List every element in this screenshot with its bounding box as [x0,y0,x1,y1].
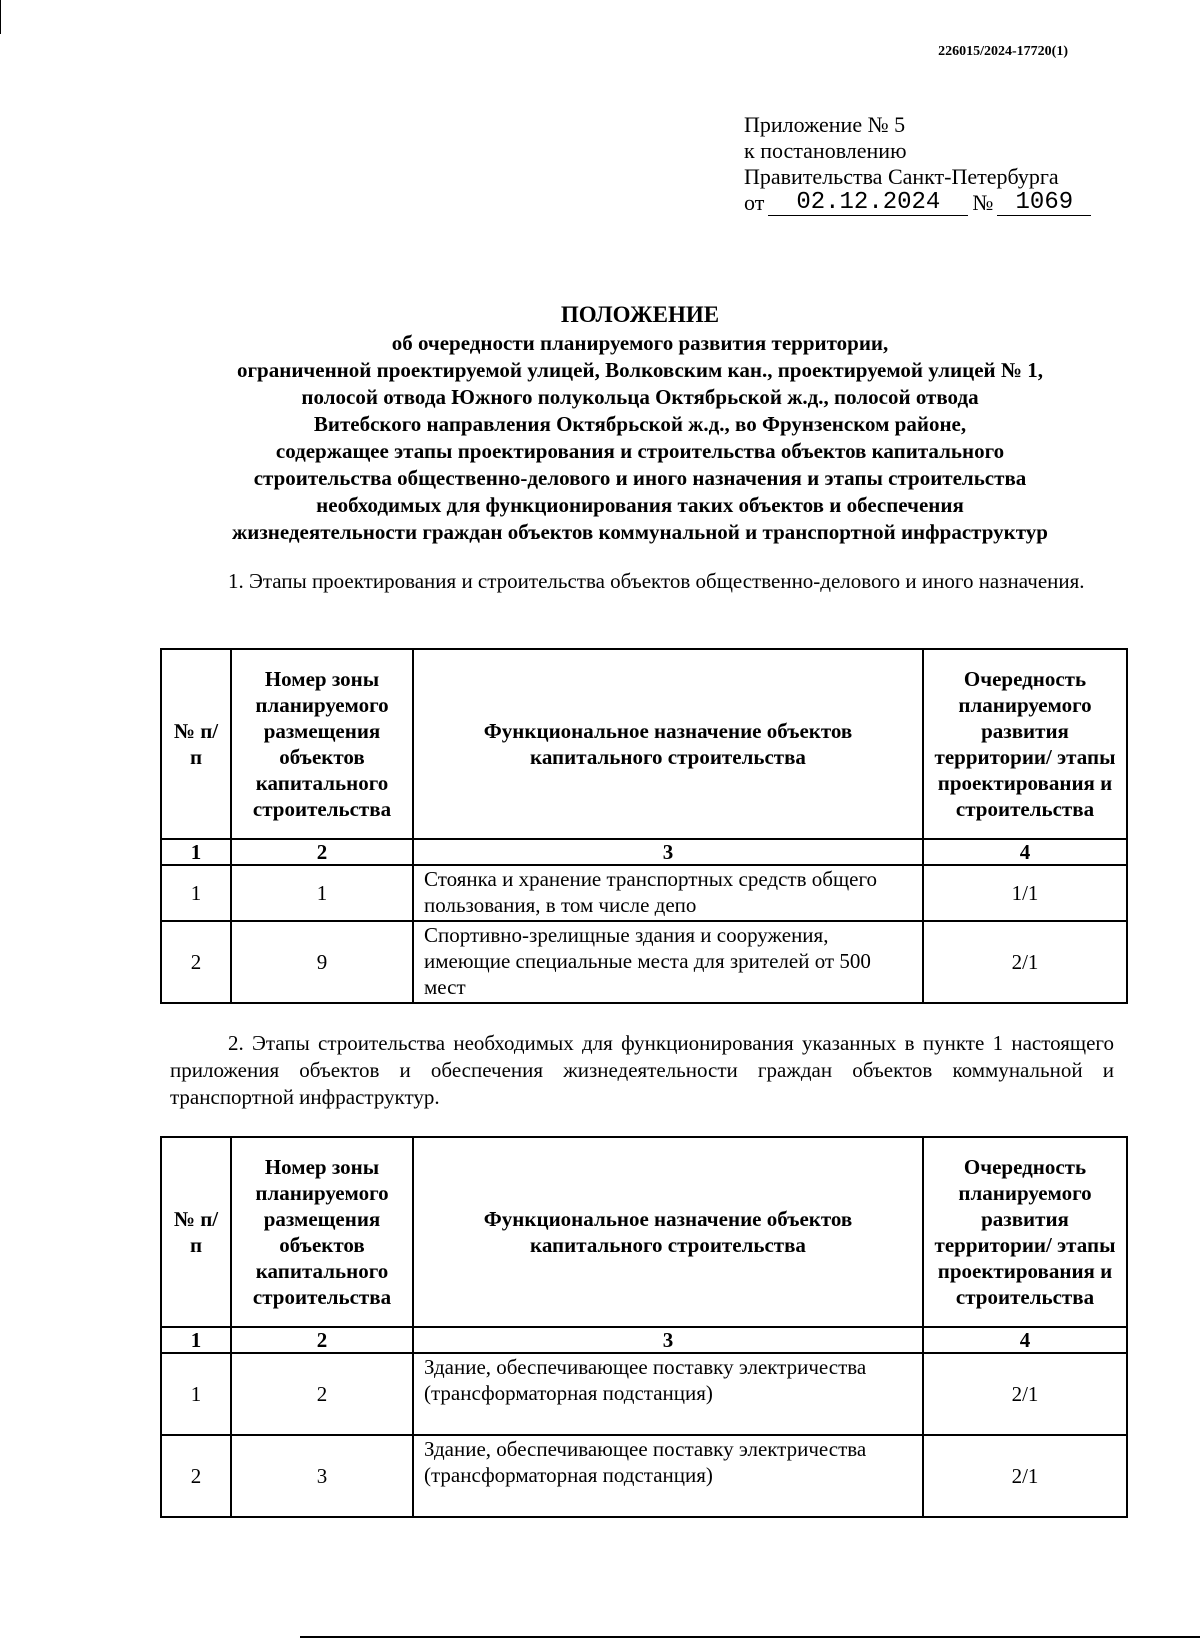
header-stage: Очередность планируемого развития территории/ этапы проектирования и строительства [923,649,1127,839]
column-number: 4 [923,839,1127,865]
appendix-stamp [744,112,1091,216]
header-purpose: Функциональное назначение объектов капитального строительства [413,649,923,839]
row-zone: 2 [231,1353,413,1435]
row-stage: 1/1 [923,865,1127,921]
table-business-objects [160,648,1128,1004]
footer-rule [300,1636,1200,1638]
appendix-line-2: к постановлению [744,138,907,163]
table-row [161,865,1127,921]
column-number: 2 [231,839,413,865]
header-zone: Номер зоны планируемого размещения объектов капитального строительства [231,1137,413,1327]
row-zone: 3 [231,1435,413,1517]
row-number: 1 [161,1353,231,1435]
row-zone: 1 [231,865,413,921]
decree-number: 1069 [997,191,1091,216]
table-header-row [161,1137,1127,1327]
section-2-text: 2. Этапы строительства необходимых для функционирования указанных в пункте 1 настоящего приложения объектов и обеспечения жизнедеятельности граждан объектов коммунальной и транспортной инфраструктур. [170,1031,1114,1109]
row-number: 2 [161,921,231,1003]
title-line: об очередности планируемого развития территории, [391,331,889,355]
decree-date: 02.12.2024 [768,191,968,216]
row-purpose: Стоянка и хранение транспортных средств общего пользования, в том числе депо [413,865,923,921]
row-stage: 2/1 [923,921,1127,1003]
from-label: от [744,190,765,215]
title-line: Витебского направления Октябрьской ж.д., во Фрунзенском районе, [313,412,967,436]
title-line: строительства общественно-делового и иного назначения и этапы строительства [253,466,1027,490]
appendix-line-3: Правительства Санкт-Петербурга [744,164,1059,189]
column-number: 3 [413,1327,923,1353]
number-label: № [972,190,994,215]
row-purpose: Спортивно-зрелищные здания и сооружения, имеющие специальные места для зрителей от 500 мест [413,921,923,1003]
header-number: № п/п [161,649,231,839]
row-purpose: Здание, обеспечивающее поставку электричества (трансформаторная подстанция) [413,1435,923,1517]
column-number-row [161,1327,1127,1353]
document-title [160,300,1120,546]
column-number: 2 [231,1327,413,1353]
appendix-date-line [744,190,1091,216]
row-stage: 2/1 [923,1353,1127,1435]
title-line: полосой отвода Южного полукольца Октябрьской ж.д., полосой отвода [301,385,979,409]
title-main: ПОЛОЖЕНИЕ [560,302,720,327]
column-number: 3 [413,839,923,865]
registration-number: 226015/2024-17720(1) [938,44,1068,59]
row-zone: 9 [231,921,413,1003]
header-zone: Номер зоны планируемого размещения объектов капитального строительства [231,649,413,839]
row-stage: 2/1 [923,1435,1127,1517]
column-number: 1 [161,839,231,865]
table-header-row [161,649,1127,839]
header-number: № п/п [161,1137,231,1327]
column-number-row [161,839,1127,865]
table-infrastructure-objects [160,1136,1128,1518]
row-number: 2 [161,1435,231,1517]
title-line: ограниченной проектируемой улицей, Волковским кан., проектируемой улицей № 1, [237,358,1043,382]
title-line: жизнедеятельности граждан объектов коммунальной и транспортной инфраструктур [232,520,1048,544]
column-number: 1 [161,1327,231,1353]
row-number: 1 [161,865,231,921]
title-line: содержащее этапы проектирования и строительства объектов капитального [275,439,1005,463]
scan-edge-mark [0,0,1,34]
title-line: необходимых для функционирования таких объектов и обеспечения [316,493,964,517]
table-row [161,1353,1127,1435]
row-purpose: Здание, обеспечивающее поставку электричества (трансформаторная подстанция) [413,1353,923,1435]
header-purpose: Функциональное назначение объектов капитального строительства [413,1137,923,1327]
section-1-text: 1. Этапы проектирования и строительства объектов общественно-делового и иного назначения. [228,569,1085,593]
table-row [161,1435,1127,1517]
appendix-line-1: Приложение № 5 [744,112,906,137]
column-number: 4 [923,1327,1127,1353]
table-row [161,921,1127,1003]
header-stage: Очередность планируемого развития территории/ этапы проектирования и строительства [923,1137,1127,1327]
